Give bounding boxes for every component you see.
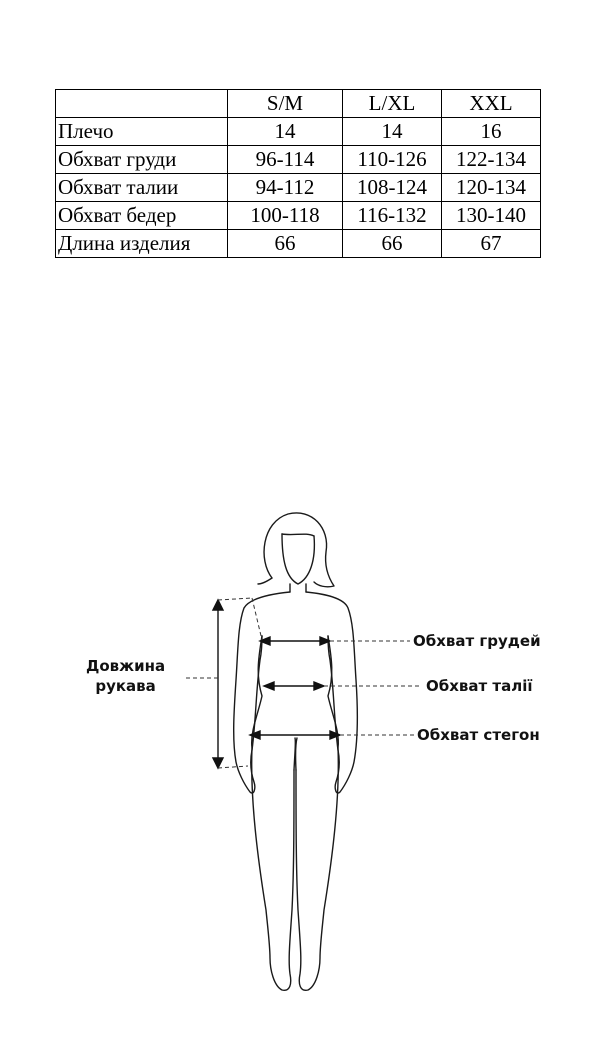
sleeve-bottom-guide	[218, 766, 248, 768]
table-header-size-xxl: XXL	[442, 90, 541, 118]
table-cell: 108-124	[343, 174, 442, 202]
measurement-diagram	[0, 500, 600, 1020]
sleeve-length-label	[86, 656, 165, 697]
sleeve-length-line1: Довжина	[86, 657, 166, 675]
table-cell: 66	[343, 230, 442, 258]
chest-label: Обхват грудей	[413, 632, 541, 650]
body-outline-figure	[0, 500, 600, 1020]
sleeve-diagonal-guide	[252, 598, 262, 640]
sleeve-top-guide	[218, 598, 252, 600]
table-row	[56, 118, 541, 146]
sleeve-length-line2: рукава	[95, 677, 156, 696]
table-cell: 116-132	[343, 202, 442, 230]
table-cell: 120-134	[442, 174, 541, 202]
sleeve-arrow-head-bottom	[213, 758, 223, 768]
table-row	[56, 146, 541, 174]
table-row	[56, 174, 541, 202]
table-row	[56, 230, 541, 258]
row-label: Плечо	[56, 118, 228, 146]
table-cell: 94-112	[228, 174, 343, 202]
sleeve-arrow-head-top	[213, 600, 223, 610]
inner-leg-outline	[294, 738, 297, 770]
table-cell: 100-118	[228, 202, 343, 230]
table-cell: 66	[228, 230, 343, 258]
table-cell: 110-126	[343, 146, 442, 174]
neck-outline	[290, 584, 306, 592]
table-header-size-sm: S/M	[228, 90, 343, 118]
face-outline	[282, 534, 314, 584]
row-label: Длина изделия	[56, 230, 228, 258]
right-arm-outline	[306, 592, 357, 793]
left-arm-outline	[234, 592, 290, 793]
size-chart-table	[55, 89, 541, 258]
table-cell: 16	[442, 118, 541, 146]
hair-outline	[264, 513, 334, 587]
table-cell: 14	[228, 118, 343, 146]
waist-arrow-head-left	[264, 682, 274, 690]
table-cell: 96-114	[228, 146, 343, 174]
row-label: Обхват груди	[56, 146, 228, 174]
left-leg-outline	[252, 748, 294, 990]
table-header-empty	[56, 90, 228, 118]
row-label: Обхват бедер	[56, 202, 228, 230]
table-header-size-lxl: L/XL	[343, 90, 442, 118]
right-leg-outline	[296, 748, 338, 990]
table-cell: 67	[442, 230, 541, 258]
table-cell: 14	[343, 118, 442, 146]
table-cell: 130-140	[442, 202, 541, 230]
hips-label: Обхват стегон	[417, 726, 540, 744]
table-row	[56, 202, 541, 230]
waist-label: Обхват талії	[426, 677, 533, 695]
row-label: Обхват талии	[56, 174, 228, 202]
table-header-row	[56, 90, 541, 118]
waist-arrow-head-right	[314, 682, 324, 690]
table-cell: 122-134	[442, 146, 541, 174]
